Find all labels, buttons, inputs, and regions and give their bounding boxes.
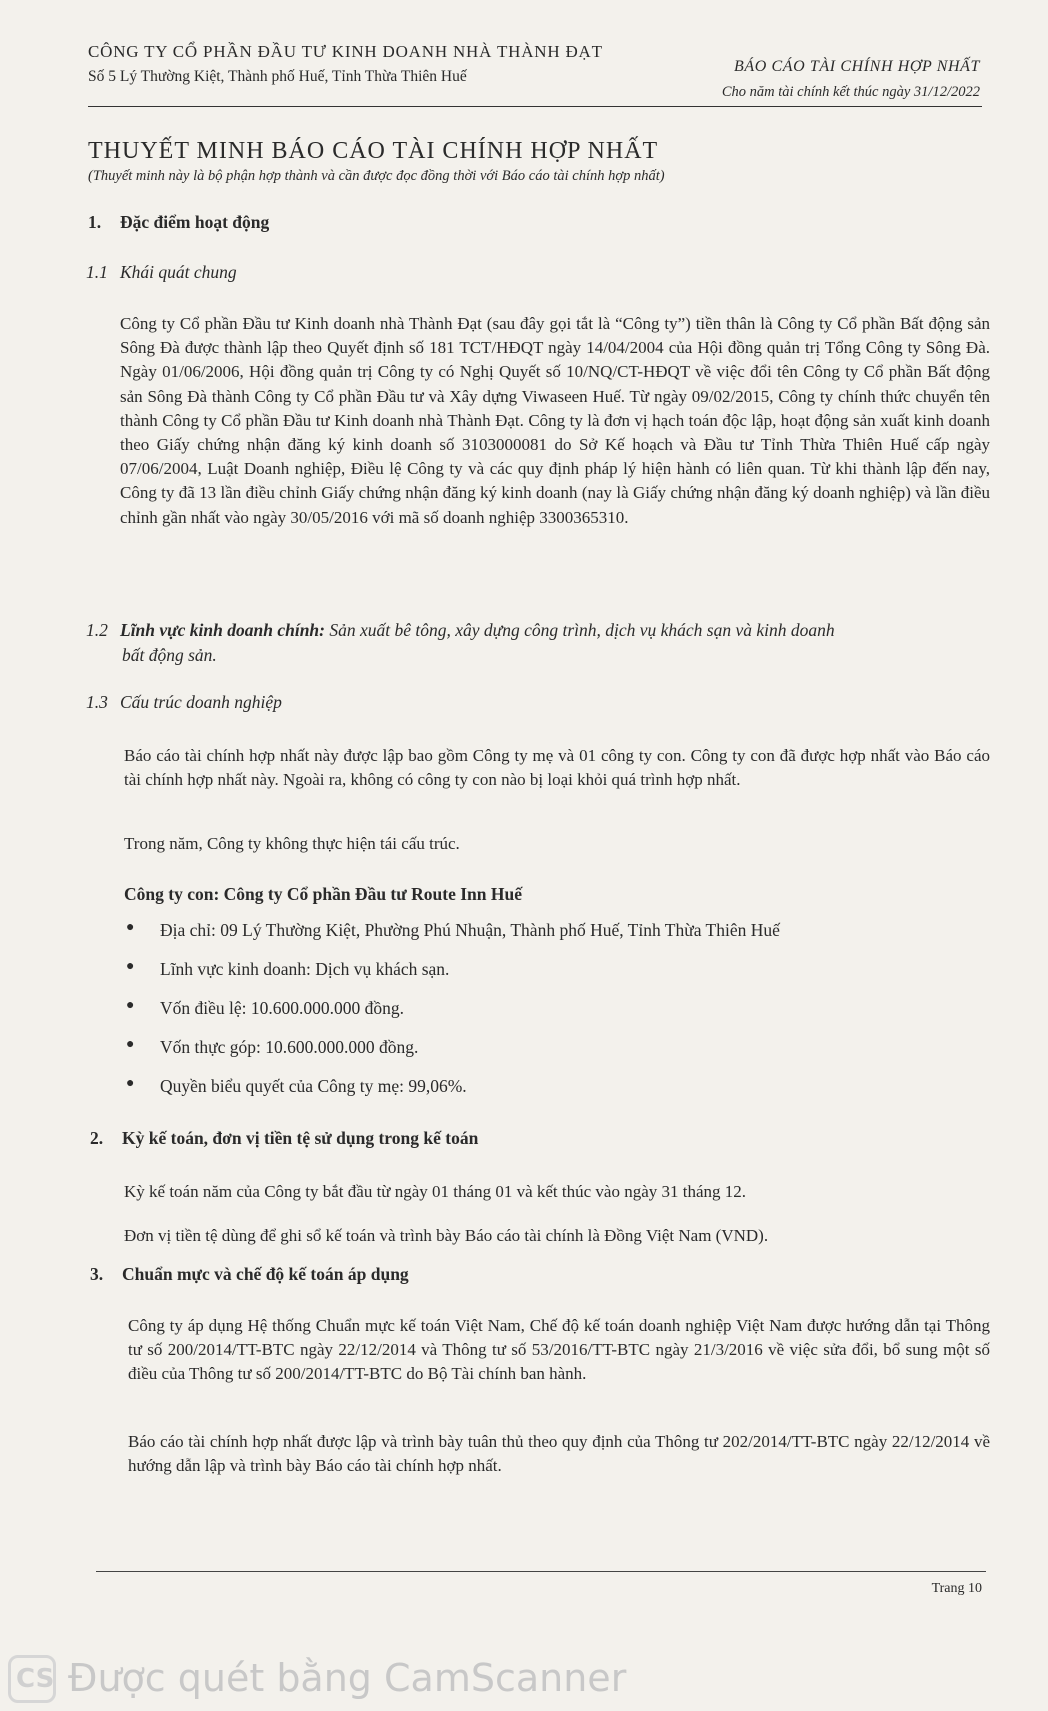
- section-number: 1.3: [86, 692, 108, 712]
- section-number: 1.1: [86, 262, 108, 282]
- section-1-3-heading: [86, 692, 282, 713]
- structure-paragraph: Báo cáo tài chính hợp nhất này được lập bao gồm Công ty mẹ và 01 công ty con. Công ty con đã được hợp nhất vào Báo cáo tài chính hợp nhất này. Ngoài ra, không có công ty con nào bị loại khỏi quá trình hợp nhất.: [124, 746, 990, 790]
- section-number: 1.2: [86, 620, 108, 640]
- section-1-heading: [88, 212, 269, 233]
- general-overview-paragraph: Công ty Cổ phần Đầu tư Kinh doanh nhà Thành Đạt (sau đây gọi tắt là “Công ty”) tiền thân là Công ty Cổ phần Bất động sản Sông Đà được thành lập theo Quyết định số 181 TCT/HĐQT ngày 14/04/2004 của Hội đồng quản trị Tổng Công ty Sông Đà. Ngày 01/06/2006, Hội đồng quản trị Công ty có Nghị Quyết số 10/NQ/CT-HĐQT về việc đổi tên Công ty Cổ phần Bất động sản Sông Đà thành Công ty Cổ phần Đầu tư và Xây dựng Viwaseen Huế. Từ ngày 09/02/2015, Công ty chính thức chuyển tên thành Công ty Cổ phần Đầu tư Kinh doanh nhà Thành Đạt. Công ty là đơn vị hạch toán độc lập, hoạt động sản xuất kinh doanh theo Giấy chứng nhận đăng ký kinh doanh số 3103000081 do Sở Kế hoạch và Đầu tư Tỉnh Thừa Thiên Huế cấp ngày 07/06/2004, Luật Doanh nghiệp, Điều lệ Công ty và các quy định pháp lý hiện hành có liên quan. Từ khi thành lập đến nay, Công ty đã 13 lần điều chỉnh Giấy chứng nhận đăng ký kinh doanh (nay là Giấy chứng nhận đăng ký doanh nghiệp) và lần điều chỉnh gần nhất vào ngày 30/05/2016 với mã số doanh nghiệp 3300365310.: [120, 314, 990, 527]
- report-period: Cho năm tài chính kết thúc ngày 31/12/2022: [721, 84, 980, 100]
- footer-divider: [96, 1571, 986, 1572]
- page-number: Trang 10: [931, 1581, 982, 1596]
- section-title: Chuẩn mực và chế độ kế toán áp dụng: [122, 1264, 409, 1284]
- list-item: ● Vốn thực góp: 10.600.000.000 đồng.: [126, 1037, 419, 1057]
- section-2-heading: [90, 1128, 478, 1149]
- bullet-icon: ●: [126, 1037, 135, 1052]
- section-1-1-heading: [86, 262, 237, 283]
- section-title: Lĩnh vực kinh doanh chính:: [120, 620, 325, 640]
- section-number: 1.: [88, 212, 102, 232]
- header-left: [88, 42, 648, 86]
- subsidiary-title: Công ty con: Công ty Cổ phần Đầu tư Route Inn Huế: [124, 884, 522, 904]
- section-number: 2.: [90, 1128, 104, 1148]
- company-name: CÔNG TY CỔ PHẦN ĐẦU TƯ KINH DOANH NHÀ THÀNH ĐẠT: [88, 42, 603, 61]
- list-item: ● Lĩnh vực kinh doanh: Dịch vụ khách sạn.: [126, 959, 450, 979]
- section-title: Đặc điểm hoạt động: [120, 212, 270, 232]
- report-name: BÁO CÁO TÀI CHÍNH HỢP NHẤT: [734, 58, 980, 75]
- camscanner-logo-icon: CS: [8, 1655, 56, 1703]
- section-number: 3.: [90, 1264, 104, 1284]
- section-1-2-line1: [86, 620, 835, 641]
- subsidiary-details: [124, 920, 780, 1115]
- bullet-icon: ●: [126, 1076, 135, 1091]
- section-title: Kỳ kế toán, đơn vị tiền tệ sử dụng trong kế toán: [122, 1128, 479, 1148]
- header-right: [722, 58, 980, 101]
- scanner-watermark: Được quét bằng CamScanner: [68, 1656, 627, 1700]
- list-item: ● Quyền biểu quyết của Công ty mẹ: 99,06%.: [126, 1076, 467, 1096]
- section-1-2-line2: bất động sản.: [122, 645, 217, 665]
- document-subtitle: (Thuyết minh này là bộ phận hợp thành và cần được đọc đồng thời với Báo cáo tài chính hợp nhất): [88, 168, 665, 184]
- bullet-icon: ●: [126, 959, 135, 974]
- restructure-note: Trong năm, Công ty không thực hiện tái cấu trúc.: [124, 834, 460, 853]
- accounting-period-line: Kỳ kế toán năm của Công ty bắt đầu từ ngày 01 tháng 01 và kết thúc vào ngày 31 tháng 12.: [124, 1182, 747, 1201]
- section-title: Khái quát chung: [120, 262, 237, 282]
- consolidation-paragraph: Báo cáo tài chính hợp nhất được lập và trình bày tuân thủ theo quy định của Thông tư 202/2014/TT-BTC ngày 22/12/2014 về hướng dẫn lập và trình bày Báo cáo tài chính hợp nhất.: [128, 1432, 990, 1476]
- list-item: ● Địa chỉ: 09 Lý Thường Kiệt, Phường Phú Nhuận, Thành phố Huế, Tỉnh Thừa Thiên Huế: [126, 920, 780, 940]
- section-3-heading: [90, 1264, 409, 1285]
- business-lines: Sản xuất bê tông, xây dựng công trình, dịch vụ khách sạn và kinh doanh: [329, 620, 835, 640]
- bullet-icon: ●: [126, 998, 135, 1013]
- section-title: Cấu trúc doanh nghiệp: [120, 692, 282, 712]
- bullet-icon: ●: [126, 920, 135, 935]
- document-title: THUYẾT MINH BÁO CÁO TÀI CHÍNH HỢP NHẤT: [88, 138, 659, 164]
- standards-paragraph: Công ty áp dụng Hệ thống Chuẩn mực kế toán Việt Nam, Chế độ kế toán doanh nghiệp Việt Nam được hướng dẫn tại Thông tư số 200/2014/TT-BTC ngày 22/12/2014 và Thông tư số 53/2016/TT-BTC ngày 21/3/2016 về việc sửa đổi, bổ sung một số điều của Thông tư số 200/2014/TT-BTC do Bộ Tài chính ban hành.: [128, 1316, 990, 1384]
- currency-unit-line: Đơn vị tiền tệ dùng để ghi sổ kế toán và trình bày Báo cáo tài chính là Đồng Việt Nam (VND).: [124, 1226, 769, 1245]
- header-divider: [88, 106, 982, 107]
- company-address: Số 5 Lý Thường Kiệt, Thành phố Huế, Tỉnh Thừa Thiên Huế: [88, 68, 467, 85]
- list-item: ● Vốn điều lệ: 10.600.000.000 đồng.: [126, 998, 405, 1018]
